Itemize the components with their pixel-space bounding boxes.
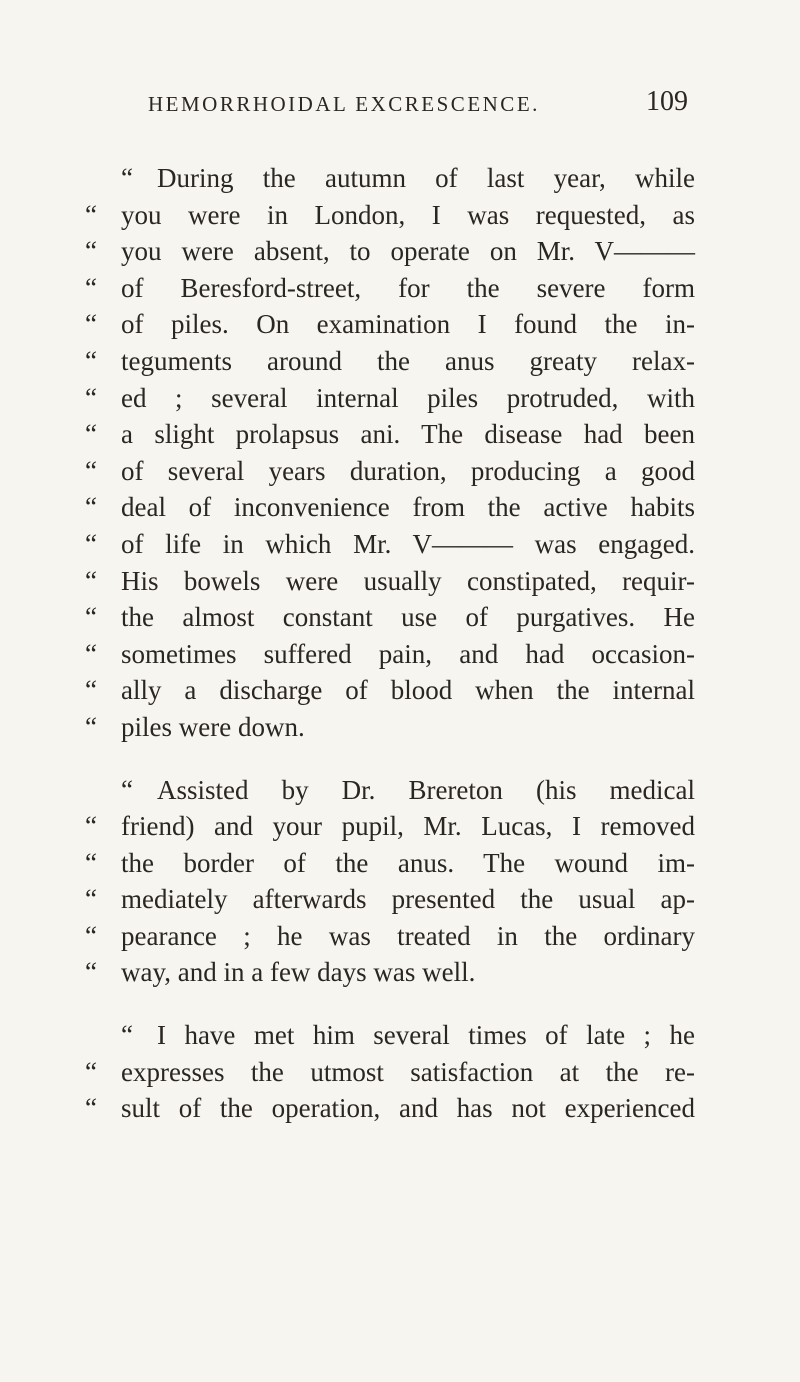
- opening-quote: “: [85, 309, 97, 340]
- opening-quote: “: [85, 884, 97, 915]
- line-text: ally a discharge of blood when the internal: [121, 675, 695, 706]
- line-text: a slight prolapsus ani. The disease had been: [121, 419, 695, 450]
- line-text: expresses the utmost satisfaction at the re-: [121, 1056, 695, 1087]
- opening-quote: “: [121, 163, 133, 193]
- opening-quote: “: [85, 638, 97, 669]
- opening-quote: “: [121, 1020, 133, 1051]
- line-text: friend) and your pupil, Mr. Lucas, I removed: [121, 811, 695, 842]
- line-text: Assisted by Dr. Brereton (his medical: [157, 774, 695, 805]
- line-text: His bowels were usually constipated, requir-: [121, 565, 695, 596]
- text-line: [85, 954, 695, 991]
- text-line: [85, 599, 695, 636]
- text-line: [85, 380, 695, 417]
- line-text: you were in London, I was requested, as: [121, 199, 695, 230]
- text-line: [85, 270, 695, 307]
- text-line: [85, 881, 695, 918]
- text-line: [85, 453, 695, 490]
- text-line: [85, 416, 695, 453]
- running-head: [148, 82, 688, 122]
- line-text: sometimes suffered pain, and had occasion-: [121, 638, 695, 669]
- text-line: [85, 845, 695, 882]
- text-line: [85, 1054, 695, 1091]
- opening-quote: “: [85, 419, 97, 450]
- text-line: [85, 1017, 695, 1054]
- text-line: [85, 343, 695, 380]
- text-line: [85, 808, 695, 845]
- text-line: [85, 160, 695, 197]
- opening-quote: “: [85, 565, 97, 596]
- opening-quote: “: [85, 711, 97, 742]
- opening-quote: “: [121, 774, 133, 805]
- text-line: [85, 709, 695, 746]
- body-text: [85, 160, 695, 1127]
- opening-quote: “: [85, 957, 97, 988]
- text-line: [85, 563, 695, 600]
- opening-quote: “: [85, 492, 97, 523]
- opening-quote: “: [85, 382, 97, 413]
- opening-quote: “: [85, 528, 97, 559]
- line-text: of life in which Mr. V——— was engaged.: [121, 528, 695, 559]
- text-line: [85, 526, 695, 563]
- text-line: [85, 918, 695, 955]
- text-line: [85, 306, 695, 343]
- line-text: the border of the anus. The wound im-: [121, 847, 695, 878]
- paragraph-gap: [85, 746, 695, 772]
- text-line: [85, 197, 695, 234]
- opening-quote: “: [85, 675, 97, 706]
- line-text: I have met him several times of late ; he: [157, 1020, 695, 1051]
- text-line: [85, 233, 695, 270]
- line-text: deal of inconvenience from the active habits: [121, 492, 695, 523]
- opening-quote: “: [85, 455, 97, 486]
- opening-quote: “: [85, 920, 97, 951]
- line-text: of piles. On examination I found the in-: [121, 309, 695, 340]
- opening-quote: “: [85, 236, 97, 267]
- line-text: teguments around the anus greaty relax-: [121, 345, 695, 376]
- running-title: HEMORRHOIDAL EXCRESCENCE.: [148, 92, 540, 116]
- line-text: pearance ; he was treated in the ordinary: [121, 920, 695, 951]
- opening-quote: “: [85, 602, 97, 633]
- text-line: [85, 772, 695, 809]
- line-text: ed ; several internal piles protruded, with: [121, 382, 695, 413]
- text-line: [85, 489, 695, 526]
- line-text: During the autumn of last year, while: [157, 163, 695, 193]
- line-text: mediately afterwards presented the usual ap-: [121, 884, 695, 915]
- line-text: of Beresford-street, for the severe form: [121, 272, 695, 303]
- text-line: [85, 636, 695, 673]
- opening-quote: “: [85, 847, 97, 878]
- line-text: sult of the operation, and has not experienced: [121, 1093, 695, 1124]
- line-text: piles were down.: [121, 711, 305, 742]
- text-line: [85, 672, 695, 709]
- opening-quote: “: [85, 199, 97, 230]
- opening-quote: “: [85, 345, 97, 376]
- text-line: [85, 1090, 695, 1127]
- line-text: of several years duration, producing a good: [121, 455, 695, 486]
- opening-quote: “: [85, 1093, 97, 1124]
- paragraph-gap: [85, 991, 695, 1017]
- opening-quote: “: [85, 811, 97, 842]
- opening-quote: “: [85, 272, 97, 303]
- page-number: 109: [646, 86, 688, 117]
- line-text: the almost constant use of purgatives. He: [121, 602, 695, 633]
- opening-quote: “: [85, 1056, 97, 1087]
- line-text: you were absent, to operate on Mr. V———: [121, 236, 695, 267]
- line-text: way, and in a few days was well.: [121, 957, 476, 988]
